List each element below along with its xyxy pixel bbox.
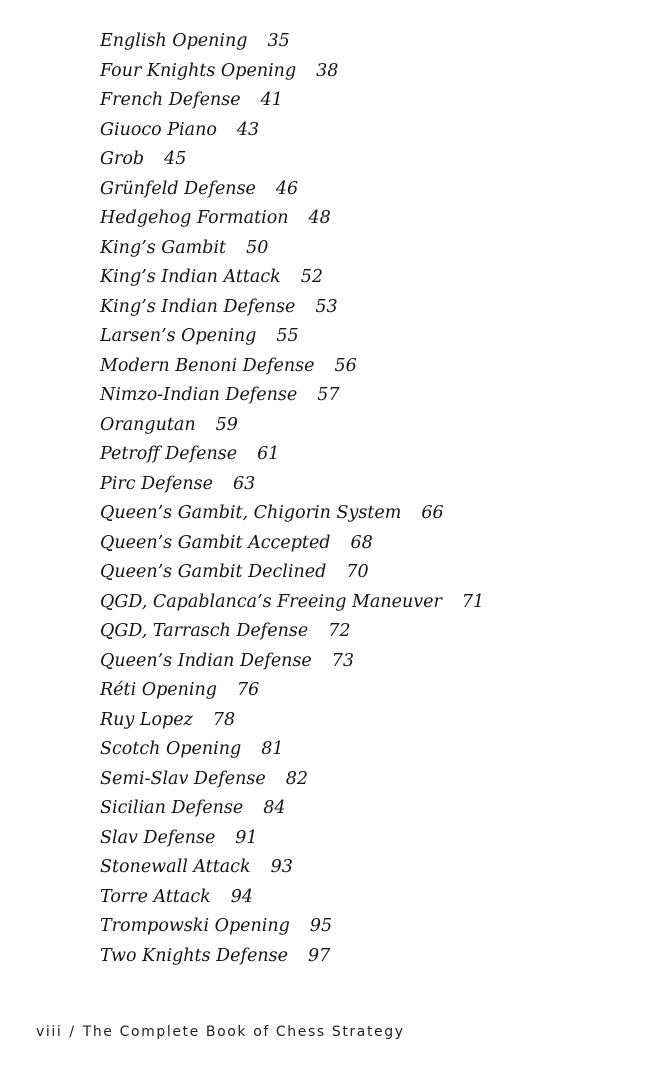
- toc-entry: [100, 617, 484, 647]
- toc-entry: [100, 116, 484, 146]
- toc-entry: [100, 588, 484, 618]
- toc-entry: [100, 824, 484, 854]
- toc-entry-page: 91: [235, 827, 258, 848]
- toc-entry-page: 57: [317, 385, 340, 405]
- toc-entry-page: 76: [236, 680, 260, 700]
- toc-entry-page: 63: [232, 473, 256, 494]
- toc-entry-page: 41: [260, 90, 283, 110]
- toc-entry-page: 84: [263, 798, 286, 818]
- toc-entry: [100, 706, 484, 736]
- toc-entry-title: French Defense: [100, 90, 241, 110]
- toc-entry-page: 38: [316, 60, 339, 81]
- toc-entry-title: Grünfeld Defense: [100, 178, 256, 199]
- toc-entry: [100, 765, 484, 795]
- toc-entry: [100, 322, 484, 352]
- toc-entry-page: 94: [230, 886, 254, 907]
- toc-entry-page: 71: [461, 591, 485, 612]
- footer-page-number: viii: [36, 1024, 63, 1040]
- toc-entry-title: Larsen’s Opening: [100, 326, 257, 346]
- toc-entry-title: Torre Attack: [100, 886, 211, 907]
- toc-entry: [100, 558, 484, 588]
- page-footer: [36, 1024, 405, 1040]
- toc-entry-title: Four Knights Opening: [100, 60, 297, 81]
- toc-entry: [100, 175, 484, 205]
- toc-entry-title: Nimzo-Indian Defense: [100, 385, 298, 405]
- toc-entry-title: Petroff Defense: [100, 444, 238, 464]
- toc-entry-title: Stonewall Attack: [100, 857, 251, 877]
- toc-entry-title: QGD, Capablanca’s Freeing Maneuver: [100, 591, 442, 612]
- toc-entry-page: 45: [164, 149, 187, 169]
- toc-entry-title: King’s Gambit: [100, 237, 227, 258]
- toc-entry: [100, 293, 484, 323]
- toc-entry: [100, 912, 484, 942]
- toc-entry-title: Giuoco Piano: [100, 119, 217, 140]
- toc-entry-title: King’s Indian Attack: [100, 267, 281, 287]
- toc-entry: [100, 735, 484, 765]
- toc-entry-page: 81: [261, 739, 284, 759]
- toc-entry-title: Pirc Defense: [100, 473, 213, 494]
- toc-entry: [100, 204, 484, 234]
- toc-entry-title: Queen’s Gambit Declined: [100, 562, 327, 582]
- toc-entry-title: Scotch Opening: [100, 739, 242, 759]
- toc-entry: [100, 145, 484, 175]
- toc-entry: [100, 529, 484, 559]
- toc-entry-title: Réti Opening: [100, 680, 217, 700]
- toc-entry-page: 55: [276, 326, 299, 346]
- toc-entry-page: 78: [212, 709, 236, 730]
- toc-entry-page: 43: [236, 119, 260, 140]
- toc-entry-page: 61: [257, 444, 280, 464]
- toc-entry-page: 93: [270, 857, 293, 877]
- toc-entry: [100, 470, 484, 500]
- toc-entry-title: English Opening: [100, 31, 248, 51]
- toc-entry: [100, 234, 484, 264]
- table-of-contents: [100, 27, 484, 971]
- toc-entry-page: 70: [346, 562, 369, 582]
- toc-entry-title: Queen’s Gambit, Chigorin System: [100, 503, 402, 523]
- toc-entry: [100, 647, 484, 677]
- toc-entry-page: 56: [334, 355, 357, 376]
- toc-entry-page: 35: [267, 31, 290, 51]
- toc-entry: [100, 411, 484, 441]
- toc-entry-page: 52: [300, 267, 324, 287]
- toc-entry-title: Ruy Lopez: [100, 709, 193, 730]
- toc-entry-page: 46: [275, 178, 299, 199]
- toc-entry: [100, 27, 484, 57]
- toc-entry-title: Hedgehog Formation: [100, 208, 289, 228]
- toc-entry-title: Sicilian Defense: [100, 798, 244, 818]
- toc-entry-page: 50: [246, 237, 269, 258]
- toc-entry-title: Trompowski Opening: [100, 916, 290, 936]
- toc-entry-page: 73: [331, 650, 355, 671]
- toc-entry-page: 59: [215, 414, 238, 435]
- toc-entry: [100, 440, 484, 470]
- toc-entry-page: 95: [309, 916, 333, 936]
- toc-entry-page: 66: [421, 503, 444, 523]
- toc-entry-title: Slav Defense: [100, 827, 216, 848]
- toc-entry: [100, 853, 484, 883]
- footer-separator: /: [69, 1024, 76, 1040]
- toc-entry-title: Two Knights Defense: [100, 945, 288, 966]
- toc-entry-title: Queen’s Indian Defense: [100, 650, 312, 671]
- toc-entry-page: 48: [308, 208, 331, 228]
- toc-entry-title: Orangutan: [100, 414, 196, 435]
- toc-entry: [100, 86, 484, 116]
- toc-entry-title: QGD, Tarrasch Defense: [100, 621, 309, 641]
- toc-entry: [100, 942, 484, 972]
- toc-entry: [100, 263, 484, 293]
- toc-entry-title: Grob: [100, 149, 145, 169]
- toc-entry-page: 68: [350, 532, 373, 553]
- toc-entry-page: 53: [315, 296, 338, 317]
- toc-entry-title: Queen’s Gambit Accepted: [100, 532, 331, 553]
- toc-entry-title: Semi-Slav Defense: [100, 768, 266, 789]
- toc-entry: [100, 499, 484, 529]
- toc-entry-title: Modern Benoni Defense: [100, 355, 315, 376]
- toc-entry: [100, 883, 484, 913]
- toc-entry: [100, 794, 484, 824]
- toc-entry: [100, 381, 484, 411]
- toc-entry-title: King’s Indian Defense: [100, 296, 296, 317]
- footer-book-title: The Complete Book of Chess Strategy: [82, 1024, 405, 1040]
- toc-entry-page: 97: [307, 945, 331, 966]
- toc-entry: [100, 676, 484, 706]
- toc-entry: [100, 57, 484, 87]
- toc-entry-page: 72: [328, 621, 351, 641]
- toc-entry: [100, 352, 484, 382]
- toc-entry-page: 82: [285, 768, 309, 789]
